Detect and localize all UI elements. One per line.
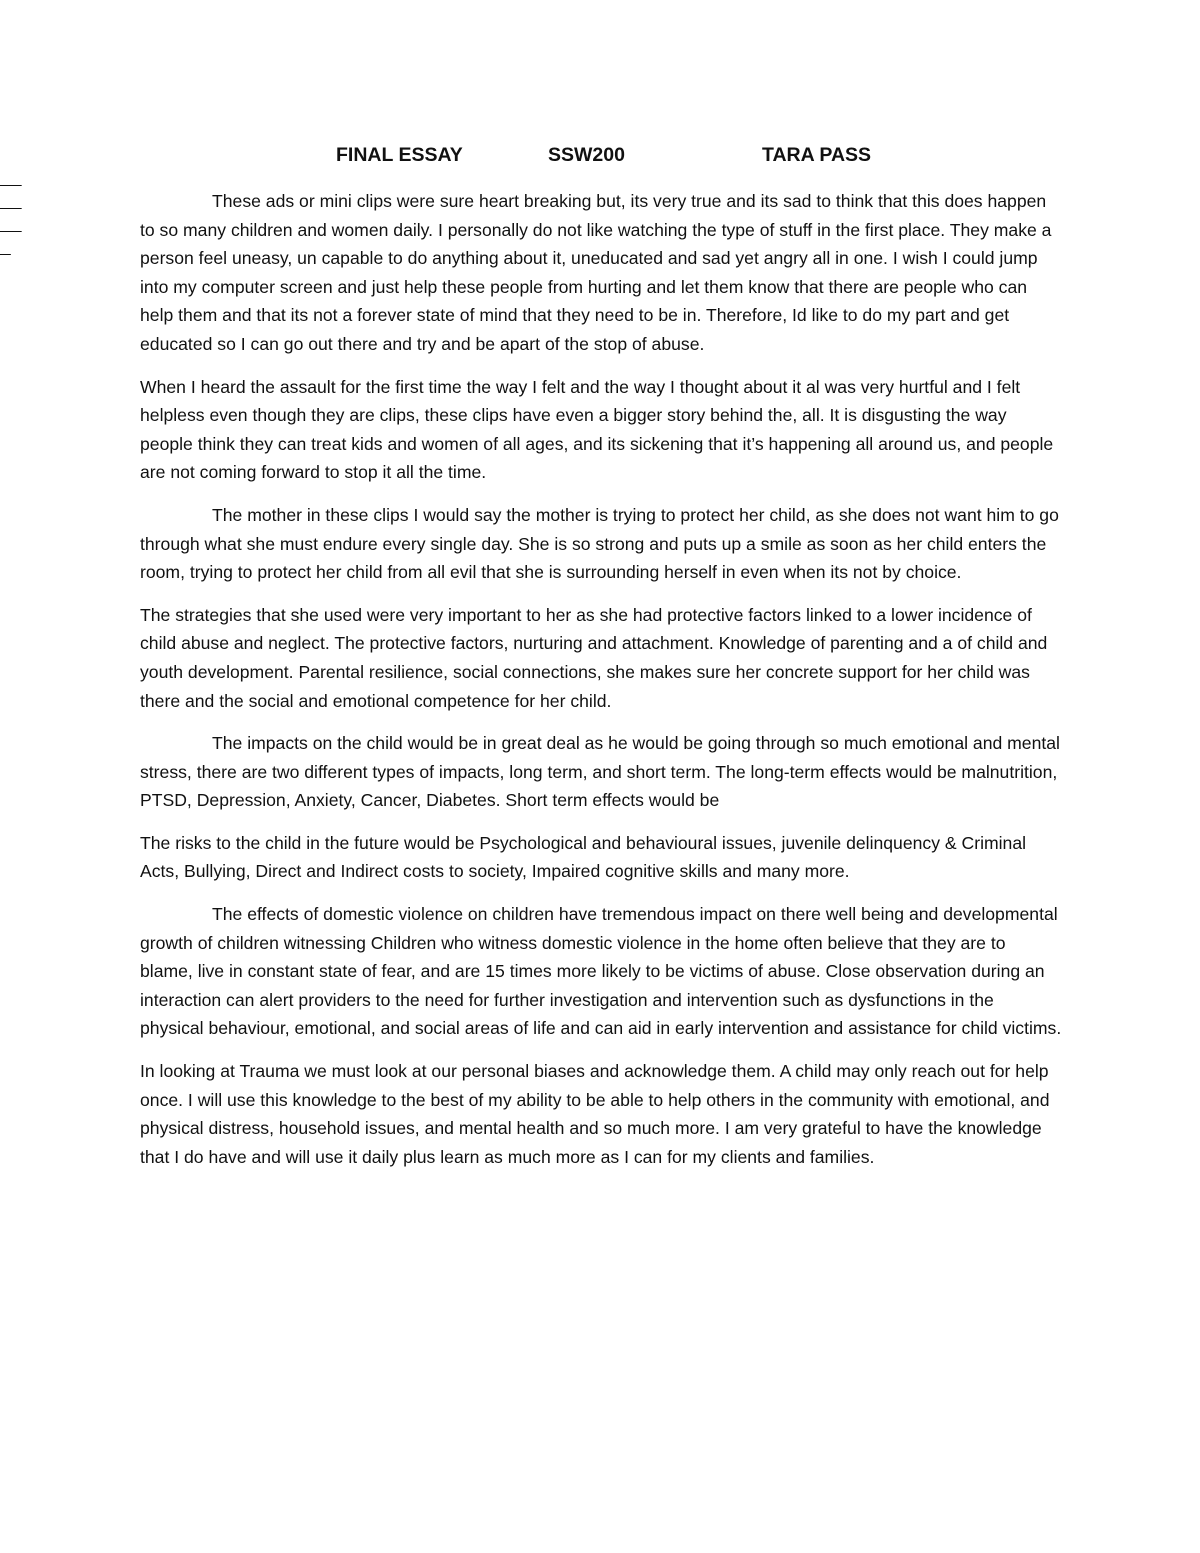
course-code: SSW200 <box>548 144 625 166</box>
essay-title: FINAL ESSAY <box>336 144 463 166</box>
essay-body <box>140 187 1062 1185</box>
paragraph-6: The risks to the child in the future would be Psychological and behavioural issues, juvenile delinquency & Criminal Acts, Bullying, Direct and Indirect costs to society, Impaired cognitive skills and many more. <box>140 832 1027 882</box>
essay-header <box>0 144 1200 174</box>
paragraph-7: The effects of domestic violence on children have tremendous impact on there well being and developmental growth of children witnessing Children who witness domestic violence in the home often believe that they are to blame, live in constant state of fear, and are 15 times more likely to be victims of abuse. Close observation during an interaction can alert providers to the need for further investigation and intervention such as dysfunctions in the physical behaviour, emotional, and social areas of life and can aid in early intervention and assistance for child victims. <box>140 904 1062 1039</box>
paragraph-3: The mother in these clips I would say the mother is trying to protect her child, as she does not want him to go through what she must endure every single day. She is so strong and puts up a smile as soon as her child enters the room, trying to protect her child from all evil that she is surrounding herself in even when its not by choice. <box>140 504 1059 583</box>
paragraph-1: These ads or mini clips were sure heart breaking but, its very true and its sad to think that this does happen to so many children and women daily. I personally do not like watching the type of stuff in the first place. They make a person feel uneasy, un capable to do anything about it, uneducated and sad yet angry all in one. I wish I could jump into my computer screen and just help these people from hurting and let them know that there are people who can help them and that its not a forever state of mind that they need to be in. Therefore, Id like to do my part and get educated so I can go out there and try and be apart of the stop of abuse. <box>140 191 1052 354</box>
author-name: TARA PASS <box>762 144 872 166</box>
paragraph-4: The strategies that she used were very important to her as she had protective factors linked to a lower incidence of child abuse and neglect. The protective factors, nurturing and attachment. Knowledge of parenting and a of child and youth development. Parental resilience, social connections, she makes sure her concrete support for her child was there and the social and emotional competence for her child. <box>140 604 1048 711</box>
paragraph-5: The impacts on the child would be in great deal as he would be going through so much emotional and mental stress, there are two different types of impacts, long term, and short term. The long-term effects would be malnutrition, PTSD, Depression, Anxiety, Cancer, Diabetes. Short term effects would be <box>140 733 1060 811</box>
paragraph-2: When I heard the assault for the first time the way I felt and the way I thought about it al was very hurtful and I felt helpless even though they are clips, these clips have even a bigger story behind the, all. It is disgusting the way people think they can treat kids and women of all ages, and its sickening that it’s happening all around us, and people are not coming forward to stop it all the time. <box>140 376 1054 483</box>
paragraph-8: In looking at Trauma we must look at our personal biases and acknowledge them. A child may only reach out for help once. I will use this knowledge to the best of my ability to be able to help others in the community with emotional, and physical distress, household issues, and mental health and so much more. I am very grateful to have the knowledge that I do have and will use it daily plus learn as much more as I can for my clients and families. <box>140 1061 1050 1167</box>
